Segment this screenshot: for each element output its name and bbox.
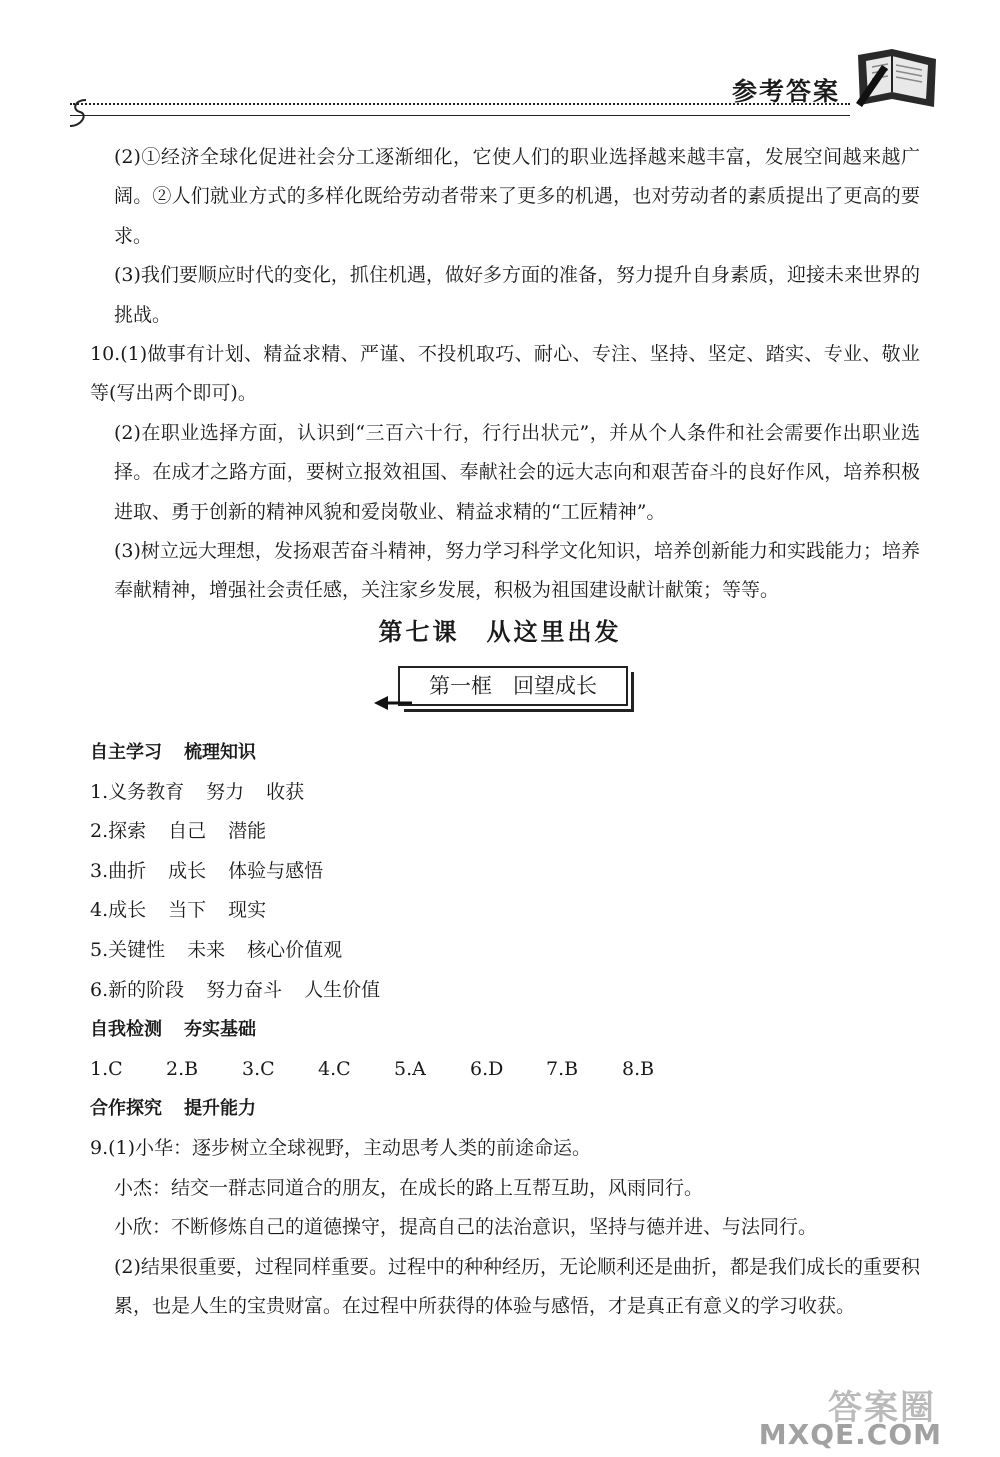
- arrow-left-icon: [372, 694, 412, 712]
- choice-answer: 1.C: [90, 1057, 123, 1080]
- knowledge-item: 3.曲折 成长 体验与感悟: [90, 859, 324, 882]
- answer-paragraph: (3)我们要顺应时代的变化，抓住机遇，做好多方面的准备，努力提升自身素质，迎接未来世界的挑战。: [114, 264, 920, 326]
- answer-paragraph: (2)在职业选择方面，认识到“三百六十行，行行出状元”，并从个人条件和社会需要作出职业选择。在成才之路方面，要树立报效祖国、奉献社会的远大志向和艰苦奋斗的良好作风，培养积极进取、勇于创新的精神风貌和爱岗敬业、精益求精的“工匠精神”。: [114, 421, 920, 523]
- knowledge-item: 4.成长 当下 现实: [90, 899, 267, 922]
- answer-paragraph: (3)树立远大理想，发扬艰苦奋斗精神，努力学习科学文化知识，培养创新能力和实践能力；培养奉献精神，增强社会责任感，关注家乡发展，积极为祖国建设献计献策；等等。: [114, 540, 920, 602]
- choice-answer: 6.D: [470, 1057, 504, 1080]
- header-rule: [70, 103, 850, 116]
- lesson-title: 第七课 从这里出发: [378, 617, 622, 646]
- top-answers: [90, 138, 920, 611]
- answer-paragraph: (2)①经济全球化促进社会分工逐渐细化，它使人们的职业选择越来越丰富，发展空间越来越广阔。②人们就业方式的多样化既给劳动者带来了更多的机遇，也对劳动者的素质提出了更高的要求。: [114, 146, 920, 247]
- explore-answer: 小欣：不断修炼自己的道德操守，提高自己的法治意识，坚持与德并进、与法同行。: [114, 1216, 818, 1239]
- lower-answers: [90, 733, 920, 1327]
- page-header-title: 参考答案: [731, 77, 840, 106]
- choice-answer: 2.B: [166, 1057, 199, 1080]
- explore-answer: (2)结果很重要，过程同样重要。过程中的种种经历，无论顺利还是曲折，都是我们成长的重要积累，也是人生的宝贵财富。在过程中所获得的体验与感悟，才是真正有意义的学习收获。: [114, 1255, 920, 1318]
- knowledge-item: 5.关键性 未来 核心价值观: [90, 938, 343, 961]
- answer-paragraph: 10.(1)做事有计划、精益求精、严谨、不投机取巧、耐心、专注、坚持、坚定、踏实、专业、敬业等(写出两个即可)。: [90, 343, 920, 405]
- choice-answer: 3.C: [242, 1057, 275, 1080]
- frame-title-box: 第一框 回望成长: [398, 666, 628, 706]
- choice-answer: 5.A: [394, 1057, 426, 1080]
- multiple-choice-answers: [90, 1050, 920, 1090]
- curl-ornament-icon: [64, 96, 92, 130]
- section-heading: 合作探究 提升能力: [90, 1098, 256, 1120]
- knowledge-item: 6.新的阶段 努力奋斗 人生价值: [90, 978, 381, 1001]
- watermark-logo: 答案圈: [828, 1388, 936, 1428]
- knowledge-item: 2.探索 自己 潜能: [90, 820, 267, 843]
- choice-answer: 7.B: [546, 1057, 579, 1080]
- watermark-url: MXQE.COM: [758, 1418, 942, 1451]
- section-heading: 自我检测 夯实基础: [90, 1019, 256, 1041]
- explore-answer: 9.(1)小华：逐步树立全球视野，主动思考人类的前途命运。: [90, 1136, 592, 1159]
- book-icon: [852, 45, 942, 115]
- choice-answer: 4.C: [318, 1057, 351, 1080]
- section-heading: 自主学习 梳理知识: [90, 742, 256, 763]
- choice-answer: 8.B: [622, 1057, 655, 1080]
- explore-answer: 小杰：结交一群志同道合的朋友，在成长的路上互帮互助，风雨同行。: [114, 1176, 704, 1199]
- knowledge-item: 1.义务教育 努力 收获: [90, 780, 305, 803]
